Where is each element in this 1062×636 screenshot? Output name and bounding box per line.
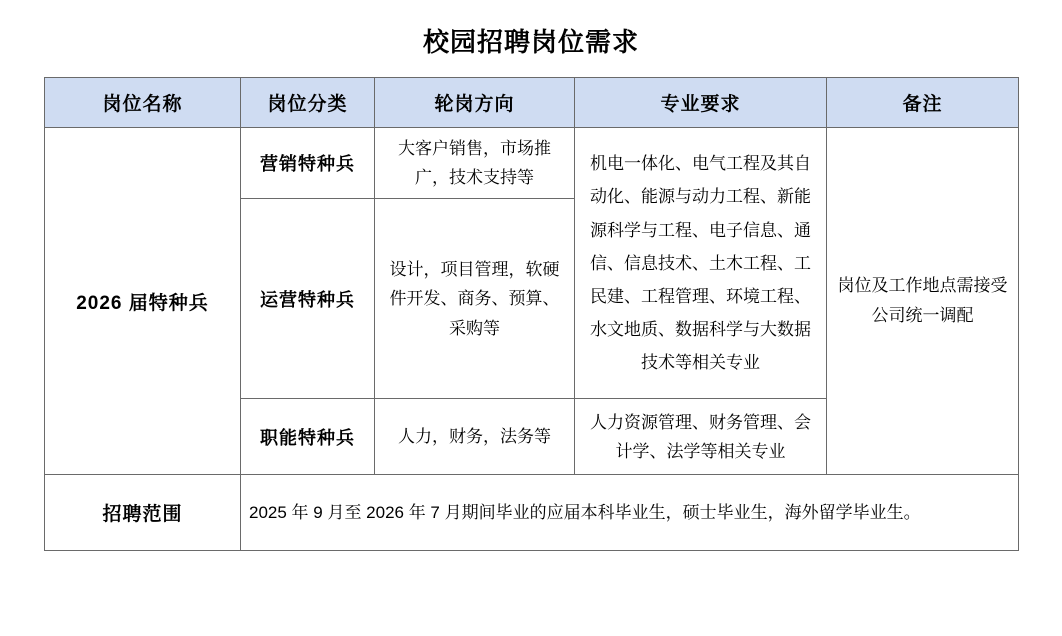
table-row xyxy=(45,475,1019,551)
recruitment-demand-table xyxy=(44,77,1019,551)
remark-cell: 岗位及工作地点需接受公司统一调配 xyxy=(827,128,1019,475)
table-body xyxy=(45,128,1019,551)
column-header-remark: 备注 xyxy=(827,78,1019,128)
rotation-cell-operations: 设计，项目管理，软硬件开发、商务、预算、采购等 xyxy=(375,199,575,399)
major-cell-marketing-operations: 机电一体化、电气工程及其自动化、能源与动力工程、新能源科学与工程、电子信息、通信、信息技术、土木工程、工民建、工程管理、环境工程、水文地质、数据科学与大数据技术等相关专业 xyxy=(575,128,827,399)
category-cell-operations: 运营特种兵 xyxy=(241,199,375,399)
category-cell-functional: 职能特种兵 xyxy=(241,399,375,475)
table-container xyxy=(0,77,1062,551)
scope-text-cell: 2025 年 9 月至 2026 年 7 月期间毕业的应届本科毕业生，硕士毕业生，海外留学毕业生。 xyxy=(241,475,1019,551)
column-header-position-name: 岗位名称 xyxy=(45,78,241,128)
table-header-row xyxy=(45,78,1019,128)
column-header-rotation-direction: 轮岗方向 xyxy=(375,78,575,128)
table-row xyxy=(45,128,1019,199)
column-header-major-requirement: 专业要求 xyxy=(575,78,827,128)
table-header xyxy=(45,78,1019,128)
major-cell-functional: 人力资源管理、财务管理、会计学、法学等相关专业 xyxy=(575,399,827,475)
column-header-position-category: 岗位分类 xyxy=(241,78,375,128)
scope-label-cell: 招聘范围 xyxy=(45,475,241,551)
group-cell-position-name: 2026 届特种兵 xyxy=(45,128,241,475)
rotation-cell-marketing: 大客户销售，市场推广，技术支持等 xyxy=(375,128,575,199)
rotation-cell-functional: 人力，财务，法务等 xyxy=(375,399,575,475)
page-title: 校园招聘岗位需求 xyxy=(422,27,639,57)
category-cell-marketing: 营销特种兵 xyxy=(241,128,375,199)
